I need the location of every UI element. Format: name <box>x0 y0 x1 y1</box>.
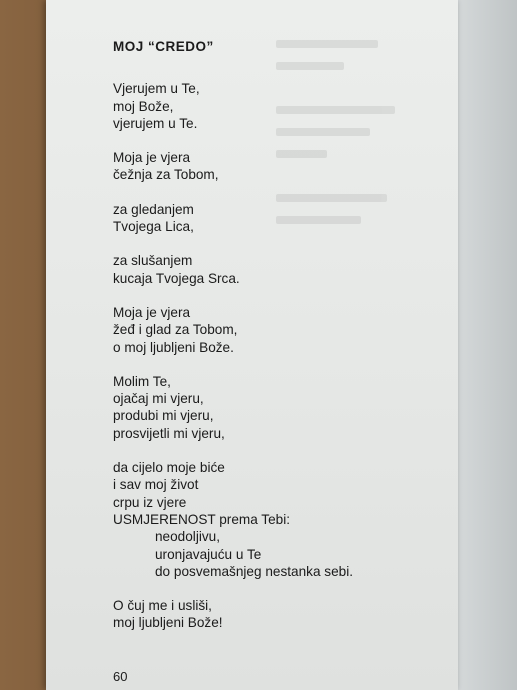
stanza-1 <box>113 80 353 132</box>
poem-line: Moja je vjera <box>113 150 191 166</box>
poem-line: crpu iz vjere <box>113 494 187 510</box>
poem-line: moj ljubljeni Bože! <box>113 615 223 631</box>
poem-line: moj Bože, <box>113 98 174 114</box>
poem-line: o moj ljubljeni Bože. <box>113 339 234 355</box>
poem-line-indented: uronjavajuću u Te <box>155 546 262 562</box>
poem-line: ojačaj mi vjeru, <box>113 391 204 407</box>
poem-line: O čuj me i usliši, <box>113 598 212 614</box>
poem-line: kucaja Tvojega Srca. <box>113 270 240 286</box>
poem-line: žeđ i glad za Tobom, <box>113 322 238 338</box>
poem-line: Vjerujem u Te, <box>113 81 200 97</box>
poem-line: da cijelo moje biće <box>113 460 225 476</box>
poem-line: USMJERENOST prema Tebi: <box>113 511 291 527</box>
poem-line: Molim Te, <box>113 373 171 389</box>
poem-title: MOJ “CREDO” <box>113 39 214 54</box>
stanza-8 <box>113 597 353 632</box>
poem-line: vjerujem u Te. <box>113 115 198 131</box>
stanza-6 <box>113 373 353 442</box>
poem-line: Moja je vjera <box>113 304 191 320</box>
poem-line: prosvijetli mi vjeru, <box>113 425 225 441</box>
poem-line: produbi mi vjeru, <box>113 408 214 424</box>
poem-line: za slušanjem <box>113 253 193 269</box>
stanza-7 <box>113 459 353 580</box>
poem <box>68 38 353 649</box>
stanza-4 <box>113 252 353 287</box>
poem-line: za gledanjem <box>113 201 194 217</box>
page-number: 60 <box>113 669 128 684</box>
poem-line-indented: neodoljivu, <box>155 529 220 545</box>
poem-line: čežnja za Tobom, <box>113 167 219 183</box>
poem-line: i sav moj život <box>113 477 199 493</box>
stanza-3 <box>113 201 353 236</box>
poem-line-indented: do posvemašnjeg nestanka sebi. <box>155 563 353 579</box>
stanza-2 <box>113 149 353 184</box>
stanza-5 <box>113 304 353 356</box>
poem-line: Tvojega Lica, <box>113 219 194 235</box>
